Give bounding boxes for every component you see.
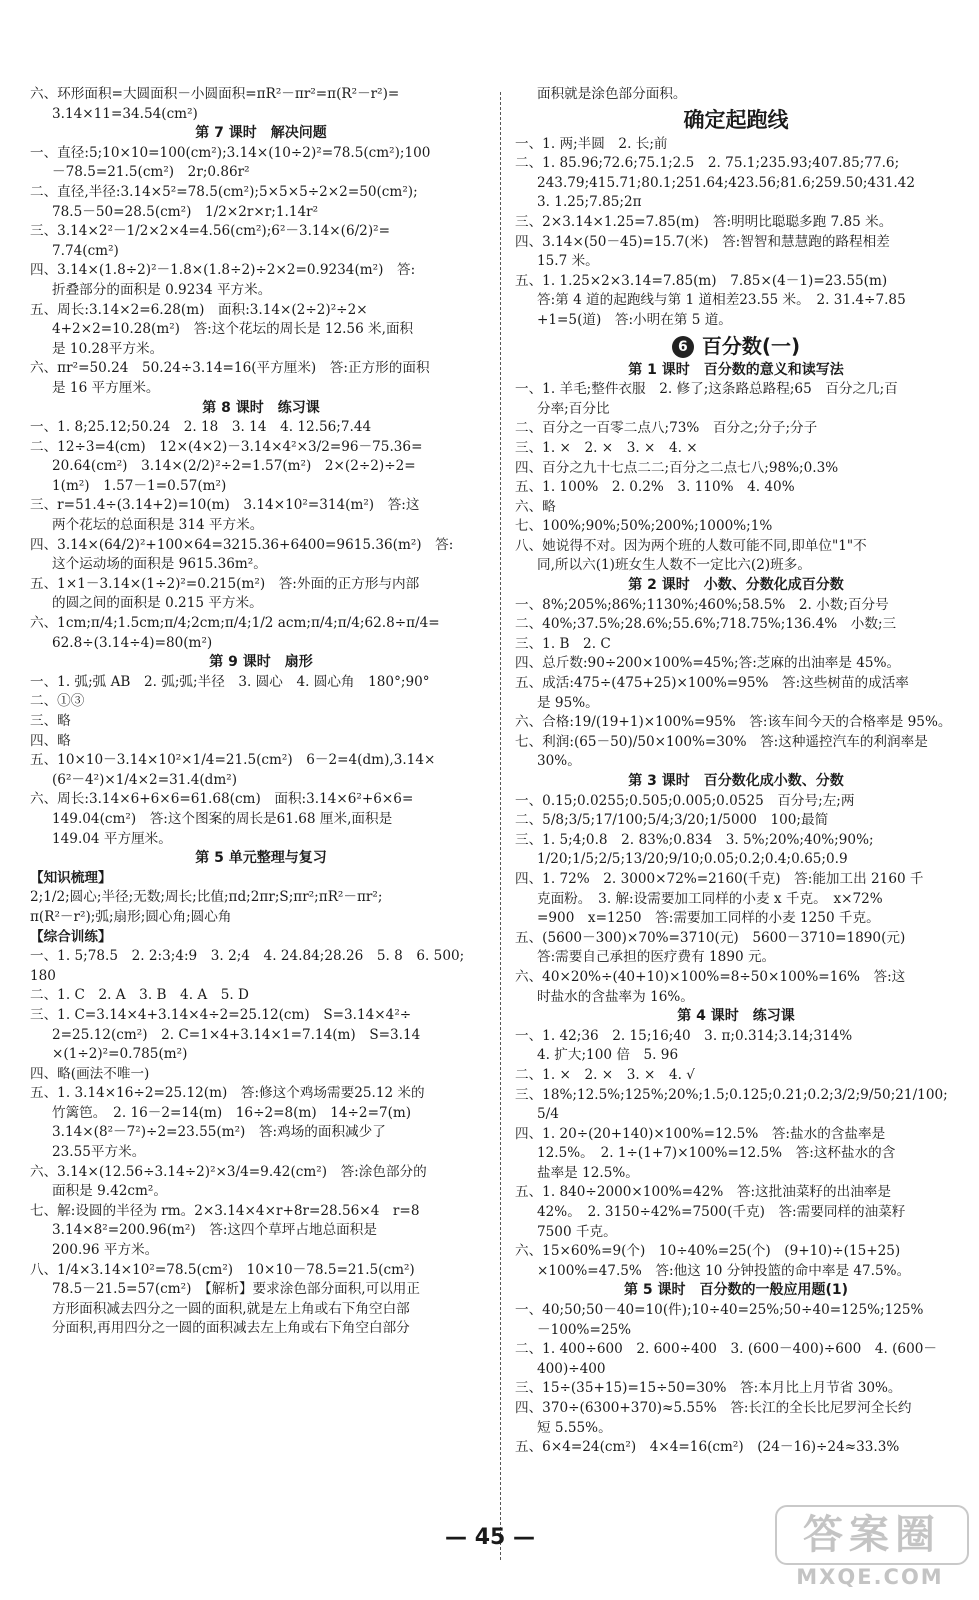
answer-line: 1/20;1/5;2/5;13/20;9/10;0.05;0.2;0.4;0.65;0.9 — [537, 851, 848, 868]
answer-line: 七、解:设圆的半径为 rm。2×3.14×4×r+8r=28.56×4 r=8 — [30, 1202, 420, 1219]
answer-line: 78.5－50=28.5(cm²) 1/2×2r×r;1.14r² — [52, 203, 319, 220]
answer-line: 23.55平方米。 — [52, 1144, 146, 1161]
answer-line: 五、(5600－300)×70%=3710(元) 5600－3710=1890(元) — [515, 929, 906, 946]
answer-line: ×(1÷2)²=0.785(m²) — [52, 1046, 188, 1063]
answer-line: 四、总斤数:90÷200×100%=45%;答:芝麻的出油率是 45%。 — [515, 655, 901, 672]
answer-line: 3. 1.25;7.85;2π — [537, 194, 642, 211]
answer-line: 三、18%;12.5%;125%;20%;1.5;0.125;0.21;0.2;3/2;9/50;21/100; — [515, 1086, 948, 1103]
answer-line: 7.74(cm²) — [52, 242, 119, 259]
answer-line: 4+2×2=10.28(m²) 答:这个花坛的周长是 12.56 米,面积 — [52, 321, 414, 338]
answer-line: 五、1. 1.25×2×3.14=7.85(m) 7.85×(4－1)=23.55(m) — [515, 272, 888, 289]
answer-line: 2;1/2;圆心;半径;无数;周长;比值;πd;2πr;S;πr²;πR²－πr²; — [30, 889, 383, 906]
answer-line: 面积就是涂色部分面积。 — [537, 86, 687, 102]
answer-line: 六、15×60%=9(个) 10÷40%=25(个) (9+10)÷(15+25) — [515, 1243, 901, 1260]
answer-line: 二、①③ — [30, 693, 85, 710]
answer-line: 这个运动场的面积是 9615.36m²。 — [52, 556, 267, 573]
answer-line: 六、周长:3.14×6+6×6=61.68(cm) 面积:3.14×6²+6×6= — [30, 791, 414, 808]
answer-line: 五、1. 840÷2000×100%=42% 答:这批油菜籽的出油率是 — [515, 1184, 891, 1201]
answer-line: 三、3.14×2²－1/2×2×4=4.56(cm²);6²－3.14×(6/2)²= — [30, 223, 390, 240]
answer-line: 2=25.12(cm²) 2. C=1×4+3.14×1=7.14(m) S=3.14 — [52, 1026, 421, 1043]
answer-line: =900 x=1250 答:需要加工同样的小麦 1250 千克。 — [537, 910, 880, 927]
answer-line: 五、周长:3.14×2=6.28(m) 面积:3.14×(2÷2)²÷2× — [30, 301, 368, 318]
answer-line: 30%。 — [537, 753, 581, 770]
answer-line: 20.64(cm²) 3.14×(2/2)²÷2=1.57(m²) 2×(2÷2)÷2= — [52, 458, 416, 475]
answer-line: 克面粉。 3. 解:设需要加工同样的小麦 x 千克。 x×72% — [537, 890, 883, 907]
answer-line: 1(m²) 1.57－1=0.57(m²) — [52, 477, 227, 494]
section-heading: 第 3 课时 百分数化成小数、分数 — [628, 773, 844, 789]
answer-line: 四、3.14×(50－45)=15.7(米) 答:智智和慧慧跑的路程相差 — [515, 233, 890, 250]
answer-line: 二、直径,半径:3.14×5²=78.5(cm²);5×5×5÷2×2=50(cm²); — [30, 183, 418, 200]
answer-line: 一、直径:5;10×10=100(cm²);3.14×(10÷2)²=78.5(cm²);100 — [30, 144, 431, 161]
answer-line: (6²－4²)×1/4×2=31.4(dm²) — [52, 771, 238, 788]
answer-line: 答:需要自己承担的医疗费有 1890 元。 — [537, 949, 776, 966]
answer-line: 5/4 — [537, 1106, 559, 1123]
answer-line: 八、她说得不对。因为两个班的人数可能不同,即单位"1"不 — [515, 537, 867, 554]
answer-line: 二、5/8;3/5;17/100;5/4;3/20;1/5000 100;最简 — [515, 812, 829, 829]
answer-line: 3.14×8²=200.96(m²) 答:这四个草坪占地总面积是 — [52, 1222, 377, 1239]
left-column — [30, 85, 492, 1339]
answer-line: 是 95%。 — [537, 694, 599, 711]
answer-line: 折叠部分的面积是 0.9234 平方米。 — [52, 281, 272, 298]
answer-line: 四、370÷(6300+370)≈5.55% 答:长江的全长比尼罗河全长约 — [515, 1400, 912, 1416]
section-heading: 第 8 课时 练习课 — [202, 399, 320, 416]
page-number: — 45 — — [445, 1525, 535, 1550]
answer-line: 一、1. 羊毛;整件衣服 2. 修了;这条路总路程;65 百分之几;百 — [515, 381, 898, 398]
section-heading: 第 9 课时 扇形 — [209, 654, 313, 671]
answer-line: 62.8÷(3.14÷4)=80(m²) — [52, 634, 213, 651]
answer-line: 400)÷400 — [537, 1360, 606, 1377]
answer-line: 三、略 — [30, 713, 71, 729]
answer-line: 3.14×11=34.54(cm²) — [52, 105, 198, 122]
answer-line: 五、6×4=24(cm²) 4×4=16(cm²) (24－16)÷24≈33.3% — [515, 1439, 900, 1456]
answer-line: 一、1. 42;36 2. 15;16;40 3. π;0.314;3.14;314% — [515, 1027, 853, 1044]
answer-line: 五、1×1－3.14×(1÷2)²=0.215(m²) 答:外面的正方形与内部 — [30, 575, 420, 592]
answer-line: 竹篱笆。 2. 16－2=14(m) 16÷2=8(m) 14÷2=7(m) — [52, 1104, 412, 1121]
answer-line: 六、环形面积=大圆面积－小圆面积=πR²－πr²=π(R²－r²)= — [30, 86, 400, 102]
answer-line: 分率;百分比 — [537, 400, 610, 417]
answer-line: 五、1. 3.14×16÷2=25.12(m) 答:修这个鸡场需要25.12 米的 — [30, 1085, 425, 1102]
answer-line: 42%。 2. 3150÷42%=7500(千克) 答:需要同样的油菜籽 — [537, 1204, 906, 1221]
answer-line: 二、1. × 2. × 3. × 4. √ — [515, 1066, 695, 1083]
section-heading: 第 4 课时 练习课 — [677, 1008, 795, 1025]
answer-line: 12.5%。 2. 1÷(1+7)×100%=12.5% 答:这杯盐水的含 — [537, 1145, 896, 1162]
answer-line: 面积是 9.42cm²。 — [52, 1183, 167, 1200]
answer-line: 时盐水的含盐率为 16%。 — [537, 988, 694, 1005]
answer-line: －78.5=21.5(cm²) 2r;0.86r² — [52, 164, 250, 181]
answer-line: 六、πr²=50.24 50.24÷3.14=16(平方厘米) 答:正方形的面积 — [30, 360, 430, 377]
answer-line: ×100%=47.5% 答:他这 10 分钟投篮的命中率是 47.5%。 — [537, 1262, 911, 1279]
answer-line: 两个花坛的总面积是 314 平方米。 — [52, 517, 264, 534]
answer-line: 一、1. 8;25.12;50.24 2. 18 3. 14 4. 12.56;7.44 — [30, 419, 372, 436]
answer-line: 3.14×(8²－7²)÷2=23.55(m²) 答:鸡场的面积减少了 — [52, 1124, 386, 1141]
answer-line: +1=5(道) 答:小明在第 5 道。 — [537, 311, 732, 328]
right-column-section-b — [515, 361, 957, 1458]
answer-line: 四、1. 20÷(20+140)×100%=12.5% 答:盐水的含盐率是 — [515, 1125, 886, 1142]
column-divider — [500, 92, 501, 1560]
section-heading: 第 5 课时 百分数的一般应用题(1) — [623, 1282, 849, 1299]
answer-line: 三、1. 5;4;0.8 2. 83%;0.834 3. 5%;20%;40%;90%; — [515, 831, 874, 848]
answer-line: π(R²－r²);弧;扇形;圆心角;圆心角 — [30, 908, 232, 925]
answer-line: 三、15÷(35+15)=15÷50=30% 答:本月比上月节省 30%。 — [515, 1380, 902, 1397]
answer-line: 六、合格:19/(19+1)×100%=95% 答:该车间今天的合格率是 95%。 — [515, 714, 952, 731]
answer-line: 的圆之间的面积是 0.215 平方米。 — [52, 595, 263, 612]
answer-line: －100%=25% — [537, 1321, 632, 1338]
answer-line: 同,所以六(1)班女生人数不一定比六(2)班多。 — [537, 557, 811, 574]
answer-line: 方形面积减去四分之一圆的面积,就是左上角或右下角空白部 — [52, 1300, 410, 1317]
answer-line: 答:第 4 道的起跑线与第 1 道相差23.55 米。 2. 31.4÷7.85 — [537, 292, 906, 309]
answer-line: 二、1. 400÷600 2. 600÷400 3. (600－400)÷600 4. (600－ — [515, 1341, 937, 1358]
section-heading: 第 2 课时 小数、分数化成百分数 — [628, 577, 844, 594]
watermark-url: MXQE.COM — [796, 1565, 944, 1589]
answer-line: 一、1. 两;半圆 2. 长;前 — [515, 135, 668, 152]
answer-line: 六、40×20%÷(40+10)×100%=8÷50×100%=16% 答:这 — [515, 968, 906, 985]
answer-line: 243.79;415.71;80.1;251.64;423.56;81.6;259.50;431.42 — [537, 174, 915, 191]
answer-line: 【综合训练】 — [30, 928, 112, 945]
answer-line: 三、2×3.14×1.25=7.85(m) 答:明明比聪聪多跑 7.85 米。 — [515, 213, 893, 230]
answer-line: 4. 扩大;100 倍 5. 96 — [537, 1047, 679, 1064]
answer-line: 五、1. 100% 2. 0.2% 3. 110% 4. 40% — [515, 479, 795, 496]
answer-line: 七、利润:(65－50)/50×100%=30% 答:这种遥控汽车的利润率是 — [515, 733, 928, 750]
answer-line: 三、1. C=3.14×4+3.14×4÷2=25.12(cm) S=3.14×4²÷ — [30, 1006, 412, 1023]
answer-line: 二、百分之一百零二点八;73% 百分之;分子;分子 — [515, 420, 818, 437]
answer-line: 四、略(画法不唯一) — [30, 1065, 150, 1082]
answer-line: 一、0.15;0.0255;0.505;0.005;0.0525 百分号;左;两 — [515, 792, 855, 809]
unit-number-badge: 6 — [672, 336, 694, 358]
answer-line: 一、1. 5;78.5 2. 2:3;4:9 3. 2;4 4. 24.84;28.26 5. 8 6. 500; — [30, 948, 465, 965]
answer-line: 是 10.28平方米。 — [52, 340, 164, 357]
answer-line: 四、3.14×(1.8÷2)²－1.8×(1.8÷2)÷2×2=0.9234(m²) 答: — [30, 262, 416, 279]
answer-line: 三、r=51.4÷(3.14+2)=10(m) 3.14×10²=314(m²) 答:这 — [30, 497, 420, 514]
answer-line: 一、1. 弧;弧 AB 2. 弧;弧;半径 3. 圆心 4. 圆心角 180°;90° — [30, 673, 430, 690]
answer-line: 是 16 平方厘米。 — [52, 379, 160, 396]
answer-line: 二、1. C 2. A 3. B 4. A 5. D — [30, 987, 249, 1004]
section-heading: 确定起跑线 — [683, 107, 789, 132]
answer-line: 四、3.14×(64/2)²+100×64=3215.36+6400=9615.36(m²) 答: — [30, 536, 454, 553]
answer-line: 7500 千克。 — [537, 1223, 617, 1240]
answer-line: 200.96 平方米。 — [52, 1242, 159, 1259]
answer-line: 一、40;50;50－40=10(件);10÷40=25%;50÷40=125%;125% — [515, 1302, 924, 1319]
answer-line: 四、百分之九十七点二二;百分之二点七八;98%;0.3% — [515, 459, 839, 476]
section-heading: 第 5 单元整理与复习 — [195, 850, 327, 867]
answer-line: 二、40%;37.5%;28.6%;55.6%;718.75%;136.4% 小数;三 — [515, 616, 897, 633]
answer-line: 分面积,再用四分之一圆的面积减去左上角或右下角空白部分 — [52, 1320, 410, 1337]
answer-line: 五、成活:475÷(475+25)×100%=95% 答:这些树苗的成活率 — [515, 675, 909, 692]
watermark-logo: 答案圈 — [775, 1505, 969, 1565]
answer-line: 六、3.14×(12.56÷3.14÷2)²×3/4=9.42(cm²) 答:涂色部分的 — [30, 1163, 427, 1180]
answer-line: 四、略 — [30, 732, 71, 749]
answer-line: 八、1/4×3.14×10²=78.5(cm²) 10×10－78.5=21.5(cm²) — [30, 1261, 415, 1278]
answer-line: 78.5－21.5=57(cm²) 【解析】要求涂色部分面积,可以用正 — [52, 1281, 420, 1298]
answer-line: 180 — [30, 967, 56, 984]
answer-line: 149.04(cm²) 答:这个图案的周长是61.68 厘米,面积是 — [52, 810, 393, 827]
answer-line: 三、1. × 2. × 3. × 4. × — [515, 439, 698, 456]
answer-line: 149.04 平方厘米。 — [52, 830, 172, 847]
answer-line: 六、略 — [515, 498, 556, 515]
section-heading: 第 1 课时 百分数的意义和读写法 — [628, 361, 844, 378]
right-column — [515, 85, 957, 1458]
watermark — [775, 1505, 965, 1591]
answer-line: 六、1cm;π/4;1.5cm;π/4;2cm;π/4;1/2 acm;π/4;π/4;62.8÷π/4= — [30, 615, 440, 632]
answer-line: 盐率是 12.5%。 — [537, 1164, 639, 1181]
answer-line: 七、100%;90%;50%;200%;1000%;1% — [515, 518, 773, 535]
answer-line: 四、1. 72% 2. 3000×72%=2160(千克) 答:能加工出 2160 千 — [515, 870, 924, 887]
answer-line: 二、12÷3=4(cm) 12×(4×2)－3.14×4²×3/2=96－75.36= — [30, 438, 423, 455]
answer-line: 二、1. 85.96;72.6;75.1;2.5 2. 75.1;235.93;407.85;77.6; — [515, 155, 900, 172]
unit-heading — [515, 331, 957, 361]
answer-line: 五、10×10－3.14×10²×1/4=21.5(cm²) 6－2=4(dm),3.14× — [30, 752, 436, 769]
answer-line: 【知识梳理】 — [30, 869, 112, 886]
answer-line: 短 5.55%。 — [537, 1419, 612, 1436]
answer-line: 一、8%;205%;86%;1130%;460%;58.5% 2. 小数;百分号 — [515, 596, 889, 613]
answer-line: 15.7 米。 — [537, 253, 599, 270]
answer-line: 三、1. B 2. C — [515, 635, 611, 652]
right-column-section-a — [515, 85, 957, 331]
section-heading: 第 7 课时 解决问题 — [195, 125, 327, 142]
unit-title: 百分数(一) — [701, 333, 801, 358]
